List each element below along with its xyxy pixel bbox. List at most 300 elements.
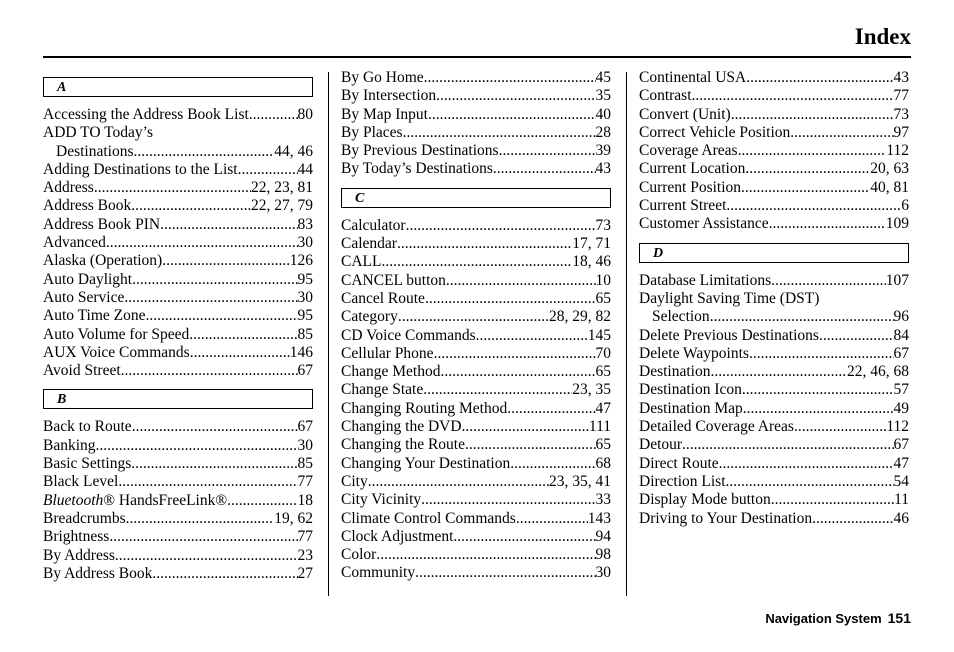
dot-leader [398,308,549,326]
entry-pages: 44 [297,160,313,178]
page-title: Index [854,24,911,49]
entry-pages: 17, 71 [572,235,611,253]
entry-label: Driving to Your Destination [639,509,813,527]
index-entry [43,106,313,124]
entry-pages: 80 [297,106,313,123]
dot-leader [423,381,572,399]
index-entry [639,473,909,491]
index-entry [341,528,611,546]
entry-label: CANCEL button [341,271,446,289]
dot-leader [453,528,595,546]
index-entry [639,215,909,233]
entry-label: Detour [639,436,683,454]
entry-label: Destination [639,363,711,381]
entry-pages: 43 [893,69,909,86]
entry-label: By Intersection [341,87,437,105]
entry-pages: 30 [595,564,611,582]
entry-label: AUX Voice Commands [43,343,190,361]
entry-pages: 67 [893,436,909,454]
entry-label: Changing Your Destination [341,454,511,472]
entry-pages: 23 [297,546,313,564]
dot-leader [710,308,894,326]
entry-label: Basic Settings [43,455,132,473]
index-entry [639,400,909,418]
dot-leader [446,272,596,290]
column-divider [328,72,329,596]
dot-leader [746,69,893,87]
entry-label: Destination Map [639,399,743,417]
index-entry: Daylight Saving Time (DST) [639,289,820,307]
entry-pages: 22, 23, 81 [251,179,313,197]
section-letter: C [355,190,365,206]
index-entry [341,400,611,418]
index-entry [43,510,313,528]
entry-label: Display Mode button [639,491,771,509]
entry-pages: 47 [893,454,909,472]
entry-label: Auto Time Zone [43,307,146,325]
index-entry [639,418,909,436]
entry-label: Auto Daylight [43,270,133,288]
entry-pages: 73 [595,216,611,234]
dot-leader [406,217,596,235]
dot-leader [96,437,298,455]
dot-leader [160,216,297,234]
entry-label: Destinations [56,142,134,160]
entry-label: Back to Route [43,418,132,436]
entry-label: Current Position [639,178,742,196]
index-entry: ADD TO Today’s [43,124,154,142]
entry-pages: 143 [587,509,611,527]
dot-leader [106,234,298,252]
index-entry [341,491,611,509]
index-entry [639,327,909,345]
entry-pages: 27 [297,564,313,582]
entry-label: Brightness [43,528,110,546]
entry-pages: 126 [289,252,313,270]
index-entry [43,437,313,455]
entry-label: Advanced [43,234,106,252]
entry-label: Current Street [639,197,727,215]
entry-pages: 73 [893,105,909,123]
entry-pages: 28, 29, 82 [549,308,611,326]
entry-label: By Today’s Destinations [341,160,493,178]
entry-label-rest: ® HandsFreeLink® [103,491,228,509]
entry-pages: 107 [885,271,909,289]
dot-leader [403,124,596,142]
index-entry [639,455,909,473]
entry-pages: 45 [595,69,611,86]
entry-label: Adding Destinations to the List [43,160,238,178]
index-entry [43,252,313,270]
entry-label: Black Level [43,473,119,491]
entry-label: Breadcrumbs [43,509,126,527]
dot-leader [741,179,870,197]
index-entry [341,546,611,564]
entry-pages: 30 [297,288,313,306]
entry-label: Convert (Unit) [639,105,731,123]
index-entry [341,142,611,160]
dot-leader [131,197,251,215]
dot-leader [499,142,596,160]
index-entry [43,565,313,583]
dot-leader [190,344,290,362]
dot-leader [126,510,275,528]
index-entry [341,160,611,178]
dot-leader [397,235,572,253]
entry-label: Customer Assistance [639,215,769,233]
dot-leader [428,106,596,124]
dot-leader [121,362,298,380]
entry-label: Calculator [341,216,406,234]
index-entry [639,436,909,454]
entry-label: Climate Control Commands [341,509,516,527]
section-header-d [639,243,909,263]
entry-pages: 40, 81 [870,178,909,196]
index-entry [639,87,909,105]
entry-pages: 98 [595,546,611,564]
dot-leader [368,473,549,491]
dot-leader [738,142,887,160]
entry-label: Contrast [639,87,692,105]
dot-leader [134,143,275,161]
index-entry [43,528,313,546]
section-letter: B [57,392,67,408]
entry-pages: 18, 46 [572,253,611,271]
dot-leader [819,327,894,345]
entry-pages: 70 [595,344,611,362]
entry-label: City Vicinity [341,491,422,509]
index-entry [341,564,611,582]
entry-label: Address [43,179,94,197]
index-column-1 [43,68,313,583]
entry-pages: 40 [595,105,611,123]
index-entry [639,179,909,197]
index-entry [43,161,313,179]
entry-pages: 44, 46 [274,142,313,160]
index-entry [43,179,313,197]
dot-leader [507,400,595,418]
entry-pages: 68 [595,454,611,472]
entry-pages: 30 [297,436,313,454]
entry-pages: 77 [893,87,909,105]
section-letter: A [57,80,67,95]
entry-label: Changing the DVD [341,418,462,436]
dot-leader [465,436,596,454]
entry-pages: 39 [595,142,611,160]
section-letter: D [653,245,664,261]
dot-leader [790,124,893,142]
dot-leader [745,160,870,178]
entry-label: Changing the Route [341,436,465,454]
dot-leader [415,564,595,582]
dot-leader [726,473,894,491]
entry-label: Change State [341,381,424,399]
entry-pages: 20, 63 [870,160,909,178]
title-rule [43,56,911,58]
index-entry [639,381,909,399]
entry-label: By Address Book [43,564,153,582]
entry-pages: 67 [893,344,909,362]
entry-pages: 49 [893,399,909,417]
dot-leader [434,345,596,363]
section-header-c [341,188,611,208]
entry-pages: 46 [893,509,909,527]
index-entry [341,418,611,436]
entry-pages: 23, 35, 41 [549,472,611,490]
entry-label: Clock Adjustment [341,527,454,545]
dot-leader [731,106,894,124]
dot-leader [516,510,588,528]
entry-label: By Previous Destinations [341,142,499,160]
index-entry [639,142,909,160]
dot-leader [162,252,290,270]
entry-pages: 111 [588,418,611,436]
entry-pages: 146 [289,343,313,361]
index-entry [341,308,611,326]
column-divider [626,72,627,596]
entry-label: By Address [43,546,115,564]
entry-label: Coverage Areas [639,142,738,160]
entry-label: Avoid Street [43,362,121,380]
entry-pages: 54 [893,472,909,490]
index-entry [341,87,611,105]
index-entry [43,216,313,234]
dot-leader [510,455,595,473]
entry-label: Cellular Phone [341,344,434,362]
entry-pages: 109 [885,215,909,233]
entry-label: Auto Service [43,288,125,306]
entry-label: Destination Icon [639,381,742,399]
index-entry [43,455,313,473]
index-entry [43,143,313,161]
entry-pages: 95 [297,307,313,325]
index-entry [639,69,909,87]
index-entry [43,473,313,491]
dot-leader [742,381,894,399]
entry-label: Detailed Coverage Areas [639,418,794,436]
dot-leader [131,455,297,473]
index-entry [639,308,909,326]
entry-pages: 6 [901,197,909,215]
page-number: 151 [887,610,911,626]
entry-label: Selection [652,308,710,326]
entry-pages: 67 [297,418,313,436]
index-entry [341,290,611,308]
entry-label: Address Book [43,197,132,215]
index-entry [639,272,909,290]
index-entry [341,272,611,290]
entry-pages: 57 [893,381,909,399]
dot-leader [726,197,901,215]
index-entry [341,381,611,399]
index-entry [639,345,909,363]
entry-label: Accessing the Address Book List [43,106,249,123]
index-entry [341,327,611,345]
entry-pages: 94 [595,527,611,545]
dot-leader [710,363,847,381]
index-entry [341,363,611,381]
entry-pages: 35 [595,87,611,105]
entry-pages: 65 [595,436,611,454]
entry-label: Cancel Route [341,289,425,307]
entry-pages: 83 [297,215,313,233]
entry-label: By Places [341,123,403,141]
entry-pages: 85 [297,455,313,473]
index-entry [43,326,313,344]
dot-leader [152,565,297,583]
dot-leader [421,491,595,509]
entry-pages: 97 [893,123,909,141]
entry-pages: 43 [595,160,611,178]
index-entry [341,473,611,491]
entry-pages: 19, 62 [274,509,313,527]
entry-label: Delete Previous Destinations [639,326,819,344]
entry-pages: 95 [297,270,313,288]
entry-label [43,492,227,510]
dot-leader [493,160,596,178]
entry-label: Community [341,564,416,582]
dot-leader [692,87,894,105]
entry-pages: 11 [894,491,909,509]
entry-pages: 145 [587,326,611,344]
dot-leader [124,289,297,307]
dot-leader [227,492,297,510]
dot-leader [238,161,298,179]
dot-leader [115,547,298,565]
entry-pages: 33 [595,491,611,509]
index-entry [43,307,313,325]
dot-leader [436,87,595,105]
index-entry [341,345,611,363]
entry-pages: 28 [595,123,611,141]
index-entry [341,106,611,124]
entry-pages: 112 [886,418,909,436]
entry-label: By Go Home [341,69,424,86]
index-entry [43,234,313,252]
dot-leader [249,106,298,124]
entry-label: Banking [43,436,96,454]
dot-leader [769,215,886,233]
index-entry [639,106,909,124]
dot-leader [132,418,298,436]
entry-pages: 65 [595,363,611,381]
section-header-a [43,77,313,97]
entry-pages: 65 [595,289,611,307]
page-footer [765,610,911,626]
entry-label-italic: Bluetooth [43,491,104,509]
entry-label: Direction List [639,472,726,490]
index-entry [639,160,909,178]
entry-pages: 22, 46, 68 [847,363,909,381]
dot-leader [376,546,595,564]
entry-pages: 47 [595,399,611,417]
dot-leader [94,179,251,197]
index-entry [43,418,313,436]
dot-leader [749,345,894,363]
index-entry [341,235,611,253]
dot-leader [771,491,894,509]
dot-leader [424,69,596,87]
index-column-2 [341,68,611,583]
index-entry [43,362,313,380]
dot-leader [440,363,595,381]
index-entry [43,492,313,510]
dot-leader [381,253,572,271]
index-entry [43,344,313,362]
section-header-b [43,389,313,409]
entry-label: Change Method [341,363,441,381]
dot-leader [719,455,894,473]
index-entry [639,510,909,528]
index-entry [43,197,313,215]
index-entry [341,217,611,235]
index-entry [639,491,909,509]
entry-label: CD Voice Commands [341,326,476,344]
index-entry [43,289,313,307]
entry-pages: 18 [297,491,313,509]
entry-label: Current Location [639,160,746,178]
entry-pages: 67 [297,362,313,380]
entry-pages: 10 [595,271,611,289]
index-entry [341,436,611,454]
entry-label: Address Book PIN [43,215,161,233]
entry-label: City [341,472,368,490]
dot-leader [812,510,893,528]
entry-pages: 84 [893,326,909,344]
index-entry [341,124,611,142]
entry-label: Auto Volume for Speed [43,325,190,343]
entry-pages: 30 [297,234,313,252]
dot-leader [476,327,588,345]
entry-label: Category [341,308,398,326]
dot-leader [743,400,894,418]
entry-label: Alaska (Operation) [43,252,163,270]
entry-pages: 85 [297,325,313,343]
index-entry [43,271,313,289]
entry-label: CALL [341,253,382,271]
index-entry [639,197,909,215]
entry-label: Changing Routing Method [341,399,508,417]
index-entry [639,363,909,381]
index-entry [43,547,313,565]
index-entry [639,124,909,142]
entry-label: Continental USA [639,69,747,86]
index-entry [341,510,611,528]
footer-section-title: Navigation System [765,611,882,626]
dot-leader [794,418,886,436]
entry-label: Database Limitations [639,271,772,289]
dot-leader [462,418,589,436]
entry-label: Direct Route [639,454,719,472]
dot-leader [682,436,893,454]
dot-leader [425,290,596,308]
entry-pages: 23, 35 [572,381,611,399]
entry-label: By Map Input [341,105,428,123]
entry-pages: 22, 27, 79 [251,197,313,215]
entry-label: Calendar [341,235,397,253]
index-column-3 [639,68,909,528]
index-entry [341,253,611,271]
dot-leader [109,528,297,546]
dot-leader [189,326,297,344]
entry-label: Color [341,546,377,564]
dot-leader [771,272,886,290]
dot-leader [132,271,297,289]
index-entry [341,69,611,87]
index-entry [341,455,611,473]
entry-pages: 77 [297,473,313,491]
entry-label: Correct Vehicle Position [639,123,791,141]
